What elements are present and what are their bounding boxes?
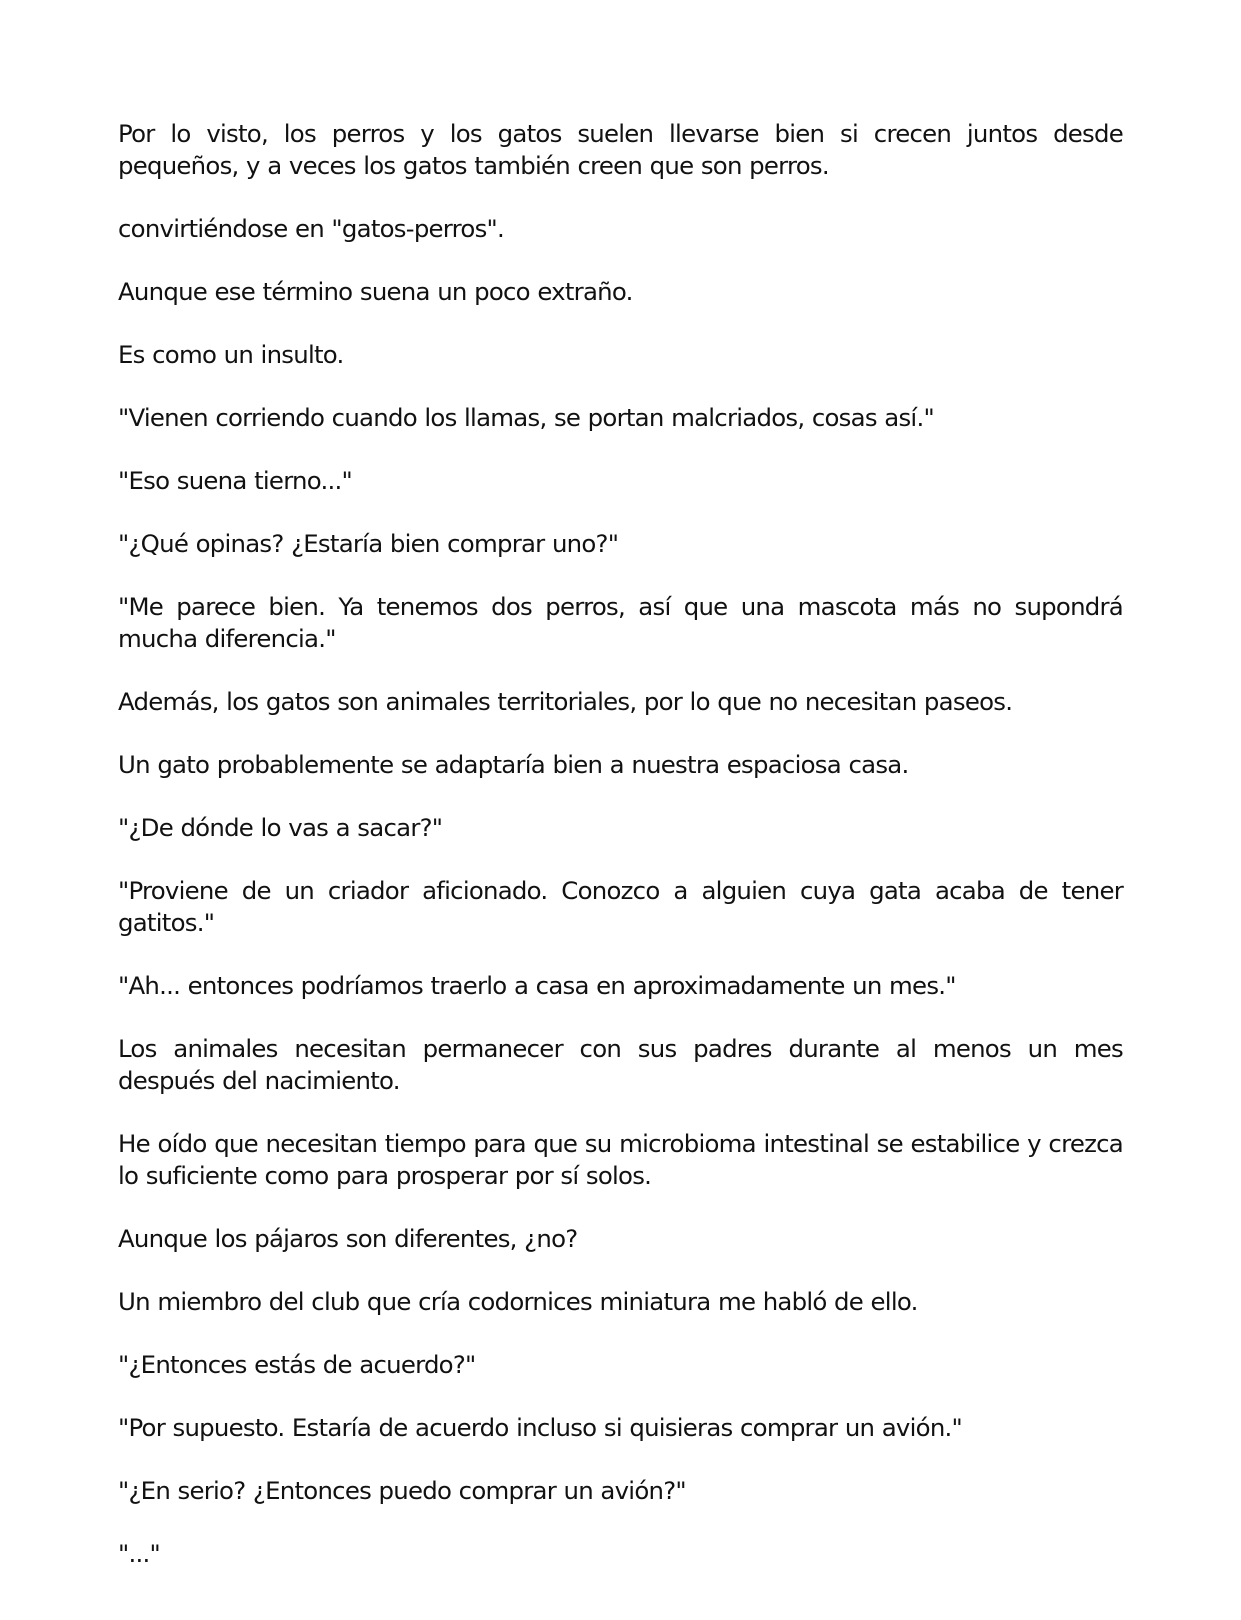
paragraph: "Eso suena tierno..." [118,466,352,495]
paragraph: Los animales necesitan permanecer con sus padres durante al menos un mes después del nacimiento. [118,1034,1123,1095]
paragraph: Un miembro del club que cría codornices miniatura me habló de ello. [118,1287,918,1316]
paragraph: Por lo visto, los perros y los gatos suelen llevarse bien si crecen juntos desde pequeños, y a veces los gatos también creen que son perros. [118,119,1123,180]
paragraph: Un gato probablemente se adaptaría bien a nuestra espaciosa casa. [118,750,909,779]
paragraph: "¿En serio? ¿Entonces puedo comprar un avión?" [118,1476,686,1505]
paragraph: "¿Qué opinas? ¿Estaría bien comprar uno?" [118,529,619,558]
paragraph: "Proviene de un criador aficionado. Conozco a alguien cuya gata acaba de tener gatitos." [118,876,1123,937]
paragraph: "Vienen corriendo cuando los llamas, se portan malcriados, cosas así." [118,403,934,432]
paragraph: "Me parece bien. Ya tenemos dos perros, así que una mascota más no supondrá mucha diferencia." [118,592,1123,653]
paragraph: Aunque los pájaros son diferentes, ¿no? [118,1224,578,1253]
paragraph: "Por supuesto. Estaría de acuerdo incluso si quisieras comprar un avión." [118,1413,962,1442]
paragraph: Es como un insulto. [118,340,344,369]
paragraph: Aunque ese término suena un poco extraño. [118,277,633,306]
paragraph: convirtiéndose en "gatos-perros". [118,214,504,243]
document-body [118,118,1123,1601]
paragraph: "..." [118,1539,160,1568]
paragraph: "Ah... entonces podríamos traerlo a casa en aproximadamente un mes." [118,971,956,1000]
paragraph: He oído que necesitan tiempo para que su microbioma intestinal se estabilice y crezca lo suficiente como para prosperar por sí solos. [118,1129,1123,1190]
paragraph: Además, los gatos son animales territoriales, por lo que no necesitan paseos. [118,687,1013,716]
paragraph: "¿Entonces estás de acuerdo?" [118,1350,476,1379]
paragraph: "¿De dónde lo vas a sacar?" [118,813,443,842]
